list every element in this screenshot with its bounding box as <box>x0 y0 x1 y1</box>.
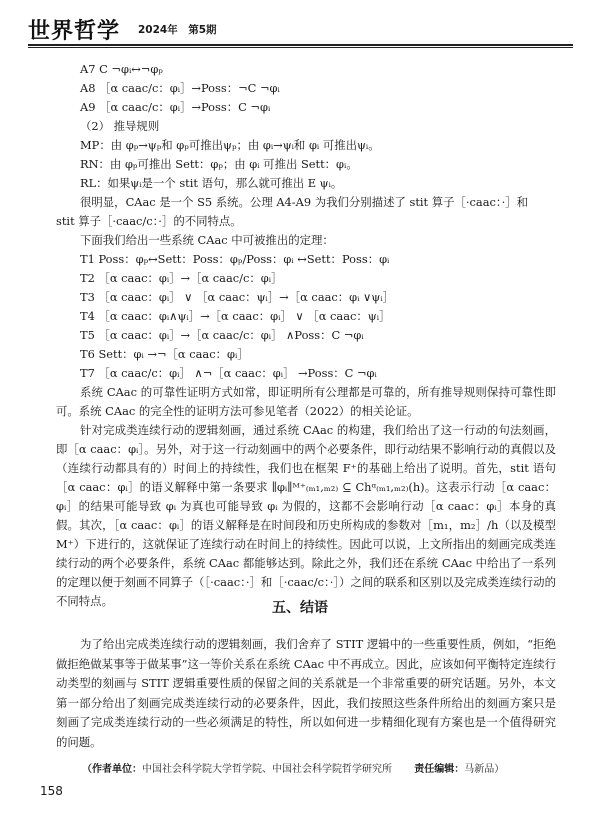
theorem-t4: T4 ［α caac：φᵢ∧ψᵢ］→［α caac：φᵢ］ ∨ ［α caac：ψᵢ］ <box>80 309 391 323</box>
s5-line-1: 很明显，CAac 是一个 S5 系统。公理 A4-A9 为我们分别描述了 stit 算子［·caac：·］和 <box>80 195 528 209</box>
issue-label: 2024年 第5期 <box>138 24 217 36</box>
theorem-t6: T6 Sett：φᵢ →¬［α caac：φᵢ］ <box>80 347 249 361</box>
editor-label: 责任编辑： <box>414 764 465 775</box>
theorem-t7: T7 ［α caac/c：φᵢ］ ∧¬［α caac：φᵢ］ →Poss：C ¬φᵢ <box>80 366 377 380</box>
editor-name: 马新品） <box>464 764 505 775</box>
summary-paragraph: 针对完成类连续行动的逻辑刻画，通过系统 CAac 的构建，我们给出了这一行动的句法刻画，即［α caac：φᵢ］。另外，对于这一行动刻画中的两个必要条件，即行动结果不影响行动的真假以及（连续行动都具有的）时间上的持续性，我们也在框架 F⁺的基础上给出了说明。首先，stit 语句［α caac：φᵢ］的语义解释中第一条要求 ∥φᵢ∥ᴹ⁺₍ₘ₁,ₘ₂₎ ⊆ Chᵅ₍ₘ₁,ₘ₂₎(h)。这表示行动［α caac：φᵢ］的结果可能导致 φᵢ 为真也可能导致 φᵢ 为假的，这都不会影响行动［α caac：φᵢ］本身的真假。其次，［α caac：φᵢ］的语义解释是在时间段和历史所构成的参数对［m₁，m₂］/h（以及模型 M⁺）下进行的，这就保证了连续行动在时间上的持续性。因此可以说，上文所指出的刻画完成类连续行动的两个必要条件，系统 CAac 都能够达到。除此之外，我们还在系统 CAac 中给出了一系列的定理以便于刻画不同算子（［·caac：·］和［·caac/c：·］）之间的联系和区别以及完成类连续行动的不同特点。 <box>56 423 556 608</box>
affiliation-text: 中国社会科学院大学哲学院、中国社会科学院哲学研究所 <box>142 764 392 775</box>
journal-logo: 世界哲学 <box>28 19 121 44</box>
axiom-a9: A9 ［α caac/c：φᵢ］→Poss：C ¬φᵢ <box>80 100 271 114</box>
rule-mp: MP：由 φₚ→ψₚ和 φₚ可推出ψₚ；由 φᵢ→ψᵢ和 φᵢ 可推出ψᵢ。 <box>80 138 380 152</box>
theorem-t2: T2 ［α caac：φᵢ］→［α caac/c：φᵢ］ <box>80 271 283 285</box>
theorem-t3: T3 ［α caac：φᵢ］ ∨ ［α caac：ψᵢ］→［α caac：φᵢ ∨ψᵢ］ <box>80 290 395 304</box>
footer-note <box>82 760 504 775</box>
page-header <box>28 14 573 42</box>
page-number: 158 <box>40 784 63 798</box>
section-title: 五、结语 <box>272 600 328 616</box>
axiom-a7: A7 C ¬φᵢ↔¬φₚ <box>80 62 163 76</box>
affiliation-label: （作者单位： <box>82 764 142 775</box>
theorem-intro: 下面我们给出一些系统 CAac 中可被推出的定理： <box>80 233 334 247</box>
axiom-a8: A8 ［α caac/c：φᵢ］→Poss：¬C ¬φᵢ <box>80 81 280 95</box>
rules-heading: （2） 推导规则 <box>80 119 160 133</box>
header-rule-thin <box>28 47 573 48</box>
theorem-t5: T5 ［α caac：φᵢ］→［α caac/c：φᵢ］ ∧Poss：C ¬φᵢ <box>80 328 364 342</box>
rule-rl: RL：如果ψᵢ是一个 stit 语句，那么就可推出 E ψᵢ。 <box>80 176 343 190</box>
conclusion-paragraph: 为了给出完成类连续行动的逻辑刻画，我们舍弃了 STIT 逻辑中的一些重要性质，例如，“拒绝做拒绝做某事等于做某事”这一等价关系在系统 CAac 中不再成立。因此，应该如何平衡特定连续行动类型的刻画与 STIT 逻辑重要性质的保留之间的关系就是一个非常重要的研究话题。另外，本文第一部分给出了刻画完成类连续行动的必要条件，因此，我们按照这些条件所给出的刻画方案只是刻画了完成类连续行动的一些必须满足的特性，所以如何进一步精细化现有方案也是一个值得研究的问题。 <box>56 637 556 749</box>
header-rule <box>28 44 573 46</box>
main-text <box>56 60 556 611</box>
theorem-t1: T1 Poss：φₚ↔Sett：Poss：φₚ/Poss：φᵢ ↔Sett：Poss：φᵢ <box>80 252 390 266</box>
soundness-paragraph: 系统 CAac 的可靠性证明方式如常，即证明所有公理都是可靠的，所有推导规则保持可靠性即可。系统 CAac 的完全性的证明方法可参见笔者（2022）的相关论证。 <box>56 385 556 418</box>
s5-line-2: stit 算子［·caac/c：·］的不同特点。 <box>56 214 242 228</box>
rule-rn: RN：由 φₚ可推出 Sett：φₚ；由 φᵢ 可推出 Sett：φᵢ。 <box>80 157 358 171</box>
